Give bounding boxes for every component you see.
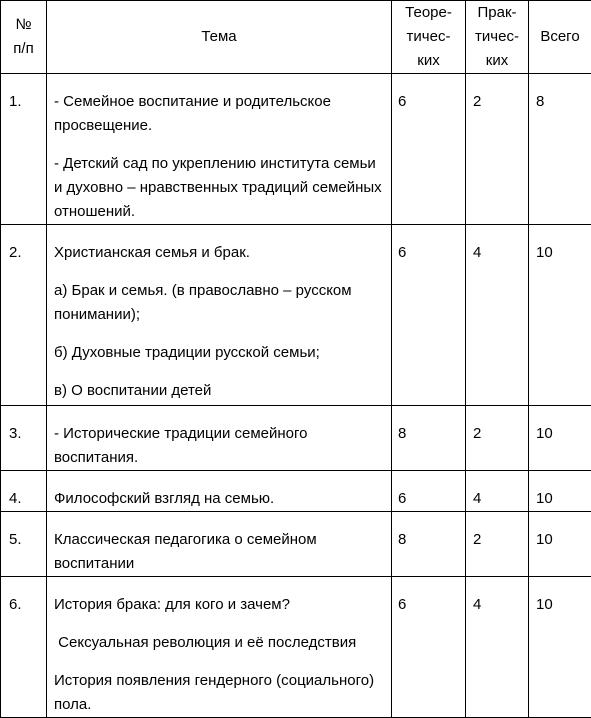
row-topic [47, 74, 392, 225]
row-total-hours: 10 [529, 512, 591, 577]
topic-line: История появления гендерного (социального) пола. [54, 669, 383, 717]
row-practice-hours: 2 [466, 512, 529, 577]
topic-line: Сексуальная революция и её последствия [54, 631, 383, 655]
row-topic [47, 406, 392, 471]
topic-line: б) Духовные традиции русской семьи; [54, 341, 383, 365]
row-practice-hours: 4 [466, 577, 529, 718]
row-theory-hours: 8 [392, 406, 466, 471]
row-theory-hours: 6 [392, 471, 466, 512]
row-practice-hours: 4 [466, 471, 529, 512]
row-practice-hours: 2 [466, 74, 529, 225]
row-number: 3. [1, 406, 47, 471]
table-row [1, 225, 591, 406]
row-topic [47, 471, 392, 512]
table-row [1, 406, 591, 471]
row-topic [47, 577, 392, 718]
topic-line: в) О воспитании детей [54, 379, 383, 403]
table-row [1, 577, 591, 718]
table-row [1, 74, 591, 225]
header-practice: Прак- тичес- ких [466, 1, 529, 74]
header-total: Всего [529, 1, 591, 74]
row-practice-hours: 2 [466, 406, 529, 471]
header-theory: Теоре- тичес- ких [392, 1, 466, 74]
topic-line: Философский взгляд на семью. [54, 487, 383, 511]
topic-line: - Исторические традиции семейного воспитания. [54, 422, 383, 470]
topic-line: Христианская семья и брак. [54, 241, 383, 265]
row-theory-hours: 6 [392, 74, 466, 225]
row-topic [47, 512, 392, 577]
topic-line: История брака: для кого и зачем? [54, 593, 383, 617]
row-number: 4. [1, 471, 47, 512]
row-practice-hours: 4 [466, 225, 529, 406]
table-header-row [1, 1, 591, 74]
topic-line: Классическая педагогика о семейном воспитании [54, 528, 383, 576]
header-num: № п/п [1, 1, 47, 74]
row-theory-hours: 6 [392, 577, 466, 718]
table-row [1, 512, 591, 577]
topic-line: - Детский сад по укреплению института семьи и духовно – нравственных традиций семейных отношений. [54, 152, 383, 224]
row-total-hours: 10 [529, 577, 591, 718]
row-number: 2. [1, 225, 47, 406]
row-number: 6. [1, 577, 47, 718]
row-total-hours: 10 [529, 471, 591, 512]
topic-line: а) Брак и семья. (в православно – русском понимании); [54, 279, 383, 327]
row-total-hours: 10 [529, 225, 591, 406]
row-topic [47, 225, 392, 406]
row-total-hours: 8 [529, 74, 591, 225]
header-topic: Тема [47, 1, 392, 74]
row-theory-hours: 6 [392, 225, 466, 406]
row-number: 1. [1, 74, 47, 225]
table-row [1, 471, 591, 512]
row-number: 5. [1, 512, 47, 577]
topic-line: - Семейное воспитание и родительское просвещение. [54, 90, 383, 138]
row-theory-hours: 8 [392, 512, 466, 577]
row-total-hours: 10 [529, 406, 591, 471]
